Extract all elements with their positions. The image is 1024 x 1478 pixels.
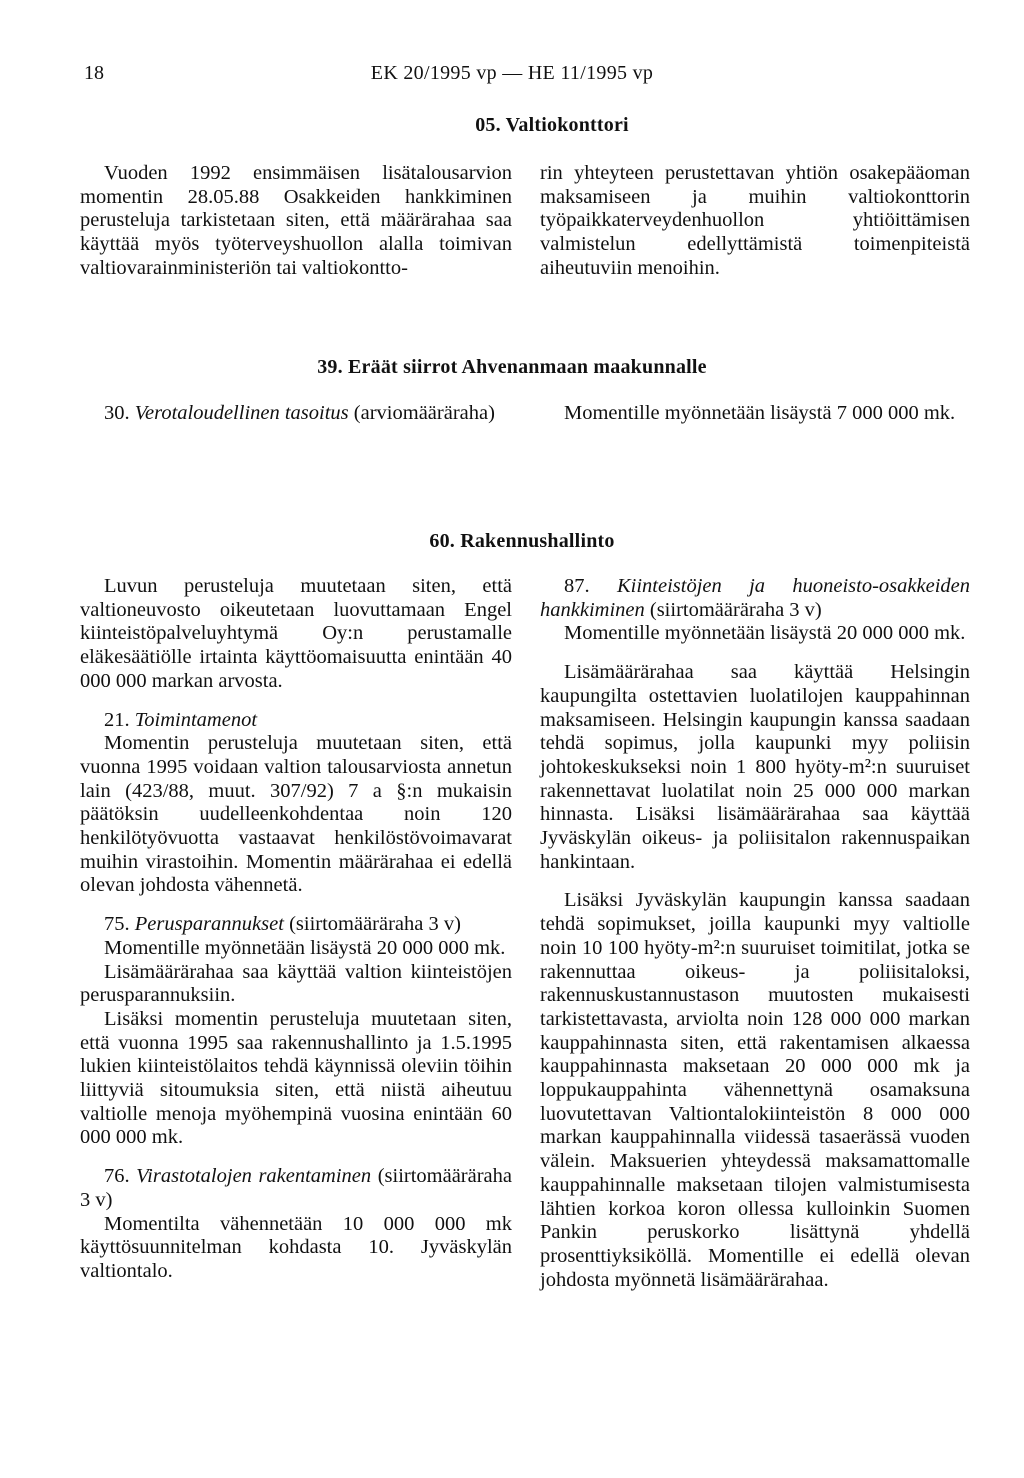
moment-76-paragraph-1: Momentilta vähennetään 10 000 000 mk käyttösuunnitelman kohdasta 10. Jyväskylän valtiontalo. [80,1212,512,1282]
moment-75-paragraph-3: Lisäksi momentin perusteluja muutetaan siten, että vuonna 1995 saa rakennushallinto ja 1.5.1995 lukien kiinteistölaitos tehdä käynnissä oleviin töihin liittyviä sitoumuksia siten, että niistä aiheutuu valtiolle menoja myöhempinä vuosina enintään 60 000 000 mk. [80,1007,512,1149]
moment-21-title: Toimintamenot [134,708,258,731]
moment-76-number: 76. [104,1165,130,1188]
page-number: 18 [84,62,104,84]
moment-87-number: 87. [564,575,590,597]
section-39-right-column [540,402,970,426]
section-05-left-paragraph: Vuoden 1992 ensimmäisen lisätalousarvion momentin 28.05.88 Osakkeiden hankkiminen perusteluja tarkistetaan siten, että määrärahaa saa käyttää myös työterveyshuollon alalla toimivan valtiovarainministeriön tai valtiokontto- [80,162,512,279]
moment-21-number: 21. [104,708,130,731]
section-60-intro: Luvun perusteluja muutetaan siten, että valtioneuvosto oikeutetaan luovuttamaan Engel kiinteistöpalveluyhtymä Oy:n perustamalle eläkesäätiölle irtainta käyttöomaisuutta enintään 40 000 000 markan arvosta. [80,575,512,692]
section-05-left-column [80,162,512,281]
moment-87-paragraph-2: Lisämäärärahaa saa käyttää Helsingin kaupungilta ostettavien luolatilojen kauppahinnan maksamiseen. Helsingin kaupungin kanssa saadaan tehdä sopimus, jolla kaupunki myy poliisin johtokeskukseksi noin 1 800 hyöty-m²:n suuruiset rakennettavat luolatilat noin 25 000 000 markan hinnasta. Lisäksi lisämäärärahaa saa käyttää Jyväskylän oikeus- ja poliisitalon rakennuspaikan hankintaan. [540,661,970,873]
moment-75-number: 75. [104,913,130,936]
section-05-right-column [540,162,970,281]
section-60-right-column [540,575,970,1292]
moment-87-paragraph-1: Momentille myönnetään lisäystä 20 000 000 mk. [564,622,966,645]
section-60-left-column [80,575,512,1284]
moment-21-heading [80,709,512,733]
moment-30-text: Momentille myönnetään lisäystä 7 000 000 mk. [564,402,956,424]
moment-87-paragraph-3: Lisäksi Jyväskylän kaupungin kanssa saadaan tehdä sopimukset, joilla kaupunki myy valtiolle noin 10 100 hyöty-m²:n suuruiset toimitilat, jotka se rakennuttaa oikeus- ja poliisitaloksi, rakennuskustannustason muutosten mukaisesti tarkistettavasta, arviolta noin 128 000 000 markan kauppahinnasta siten, että rakentamisen alkaessa kauppahinnasta maksetaan 20 000 000 mk ja loppukauppahinta vähennettynä osamaksuna luovutettavan Valtiontalokiinteistön 8 000 000 markan kauppahinnalla viidessä tasaerässä vuoden välein. Maksuerien yhteydessä maksamattomalle kauppahinnalle maksetaan tilojen valmistumisesta lähtien korkoa koron ollessa kulloinkin Suomen Pankin peruskorko lisättynä yhdellä prosenttiyksiköllä. Momentille ei edellä olevan johdosta myönnetä lisämäärärahaa. [540,889,970,1291]
moment-76-title: Virastotalojen rakentaminen [136,1165,372,1188]
section-39-left-column [80,402,512,426]
running-head: EK 20/1995 vp — HE 11/1995 vp [370,62,654,84]
moment-87-type: (siirtomääräraha 3 v) [649,598,822,621]
section-title-60: 60. Rakennushallinto [429,530,615,552]
moment-87-title: Kiinteistöjen ja huoneisto-osakkeiden hankkiminen [540,575,970,621]
moment-75-heading [80,913,512,937]
moment-75-type: (siirtomääräraha 3 v) [289,913,461,936]
moment-76-heading [80,1165,512,1212]
moment-75-paragraph-2: Lisämäärärahaa saa käyttää valtion kiinteistöjen perusparannuksiin. [80,960,512,1007]
page-header [0,62,1024,92]
section-title-05: 05. Valtiokonttori [475,114,629,136]
moment-30-title: Verotaloudellinen tasoitus [134,402,349,424]
moment-76-type: (siirtomääräraha 3 v) [80,1165,512,1211]
moment-30-number: 30. [104,402,130,424]
moment-75-title: Perusparannukset [134,913,284,936]
moment-30-heading [80,402,512,426]
moment-30-type: (arviomääräraha) [353,402,495,424]
moment-75-paragraph-1: Momentille myönnetään lisäystä 20 000 000 mk. [104,936,506,959]
moment-21-text: Momentin perusteluja muutetaan siten, että vuonna 1995 voidaan valtion talousarviosta annetun lain (423/88, muut. 307/92) 7 a §:n mukaisin päätöksin uudelleenkohdentaa noin 120 henkilötyövuotta vastaavat henkilöstövoimavarat muihin virastoihin. Momentin määrärahaa ei edellä olevan johdosta vähennetä. [80,732,512,897]
moment-87-heading [540,575,970,622]
section-05-right-paragraph: rin yhteyteen perustettavan yhtiön osakepääoman maksamiseen ja muihin valtiokonttorin työpaikkaterveydenhuollon yhtiöittämisen valmistelun edellyttämistä toimenpiteistä aiheutuviin menoihin. [540,162,970,279]
section-title-39: 39. Eräät siirrot Ahvenanmaan maakunnalle [317,356,707,378]
